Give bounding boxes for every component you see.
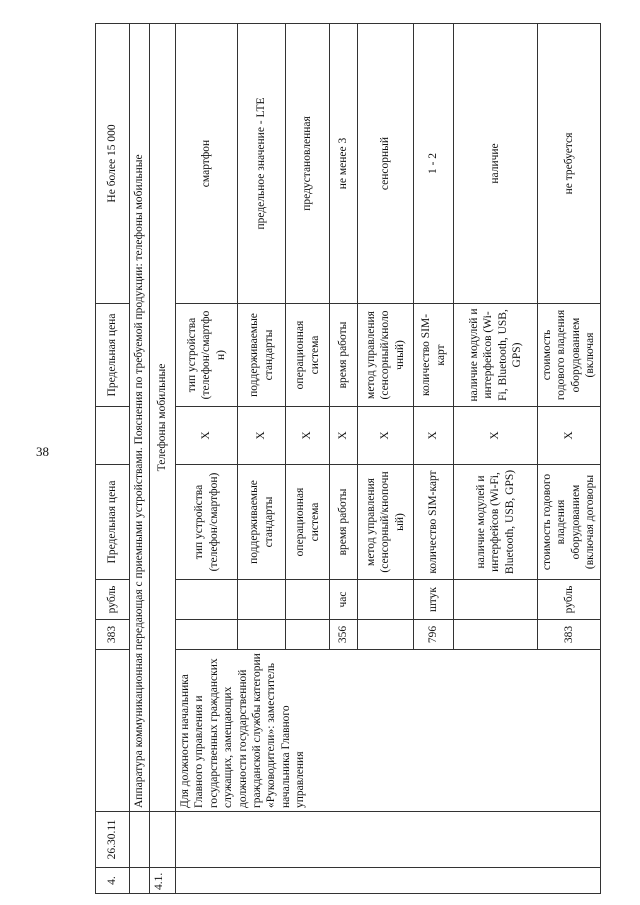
unit-code: 796 <box>414 620 454 650</box>
unit-code: 383 <box>538 620 601 650</box>
char-name-2: Предельная цена <box>96 304 130 407</box>
category-empty-1 <box>130 868 150 894</box>
position-cell <box>96 650 130 812</box>
unit-code <box>238 620 286 650</box>
unit-code: 383 <box>96 620 130 650</box>
unit-name <box>454 580 538 620</box>
characteristic: наличие модулей и интерфейсов (Wi-Fi, Bluetooth, USB, GPS) <box>454 465 538 580</box>
section-title: Телефоны мобильные <box>150 24 176 812</box>
okpd-code: 26.30.11 <box>96 812 130 868</box>
approved-value: X <box>538 407 601 465</box>
unit-name <box>238 580 286 620</box>
characteristic-2: тип устройства (телефон/смартфо н) <box>176 304 238 407</box>
section-row <box>150 24 176 894</box>
limit-value: предустановленная <box>286 24 330 304</box>
unit-name: час <box>330 580 358 620</box>
header-row <box>96 24 130 894</box>
unit-name: штук <box>414 580 454 620</box>
characteristic: метод управления (сенсорный/кнопочн ый) <box>358 465 414 580</box>
characteristic-2: стоимость годового владения оборудованием (включая <box>538 304 601 407</box>
page-number: 38 <box>36 444 49 459</box>
unit-code <box>454 620 538 650</box>
char-name: Предельная цена <box>96 465 130 580</box>
limit-value: сенсорный <box>358 24 414 304</box>
unit-name <box>176 580 238 620</box>
approved-value: X <box>414 407 454 465</box>
limit-value: смартфон <box>176 24 238 304</box>
characteristic-2: количество SIM-карт <box>414 304 454 407</box>
rotated-table-wrapper <box>95 24 597 894</box>
characteristic-2: операционная система <box>286 304 330 407</box>
approved-value: X <box>286 407 330 465</box>
limit-value: предельное значение - LTE <box>238 24 286 304</box>
limit-value: не требуется <box>538 24 601 304</box>
characteristic: операционная система <box>286 465 330 580</box>
section-empty <box>150 812 176 868</box>
characteristic-2: время работы <box>330 304 358 407</box>
unit-code: 356 <box>330 620 358 650</box>
table-row <box>176 24 238 894</box>
specification-table <box>95 23 601 894</box>
category-row <box>130 24 150 894</box>
category-title: Аппаратура коммуникационная передающая с приемными устройствами. Пояснения по требуемой продукции: телефоны мобильные <box>130 24 150 812</box>
approved-value: X <box>454 407 538 465</box>
code-empty <box>176 812 601 868</box>
approved-value: X <box>176 407 238 465</box>
characteristic-2: наличие модулей и интерфейсов (Wi-Fi, Bluetooth, USB, GPS) <box>454 304 538 407</box>
limit-value: не менее 3 <box>330 24 358 304</box>
limit-value: наличие <box>454 24 538 304</box>
characteristic: стоимость годового владения оборудованием (включая договоры <box>538 465 601 580</box>
approved-value: X <box>358 407 414 465</box>
num-empty <box>176 868 601 894</box>
unit-name <box>358 580 414 620</box>
limit-value: 1 - 2 <box>414 24 454 304</box>
approved-value: X <box>330 407 358 465</box>
limit-value: Не более 15 000 <box>96 24 130 304</box>
characteristic-2: поддерживаемые стандарты <box>238 304 286 407</box>
unit-code <box>358 620 414 650</box>
unit-code <box>286 620 330 650</box>
characteristic: время работы <box>330 465 358 580</box>
approved-value: X <box>238 407 286 465</box>
unit-name: рубль <box>538 580 601 620</box>
position-description: Для должности начальника Главного управления и государственных гражданских служащих, замещающих должности государственной гражданской службы категории «Руководители»: заместитель начальника Главного управления <box>176 650 601 812</box>
characteristic-2: метод управления (сенсорный/кноло чный) <box>358 304 414 407</box>
characteristic: тип устройства (телефон/смартфон) <box>176 465 238 580</box>
section-number: 4.1. <box>150 868 176 894</box>
item-number: 4. <box>96 868 130 894</box>
unit-name <box>286 580 330 620</box>
unit-name: рубль <box>96 580 130 620</box>
category-empty-2 <box>130 812 150 868</box>
characteristic: количество SIM-карт <box>414 465 454 580</box>
characteristic: поддерживаемые стандарты <box>238 465 286 580</box>
approved-value <box>96 407 130 465</box>
unit-code <box>176 620 238 650</box>
